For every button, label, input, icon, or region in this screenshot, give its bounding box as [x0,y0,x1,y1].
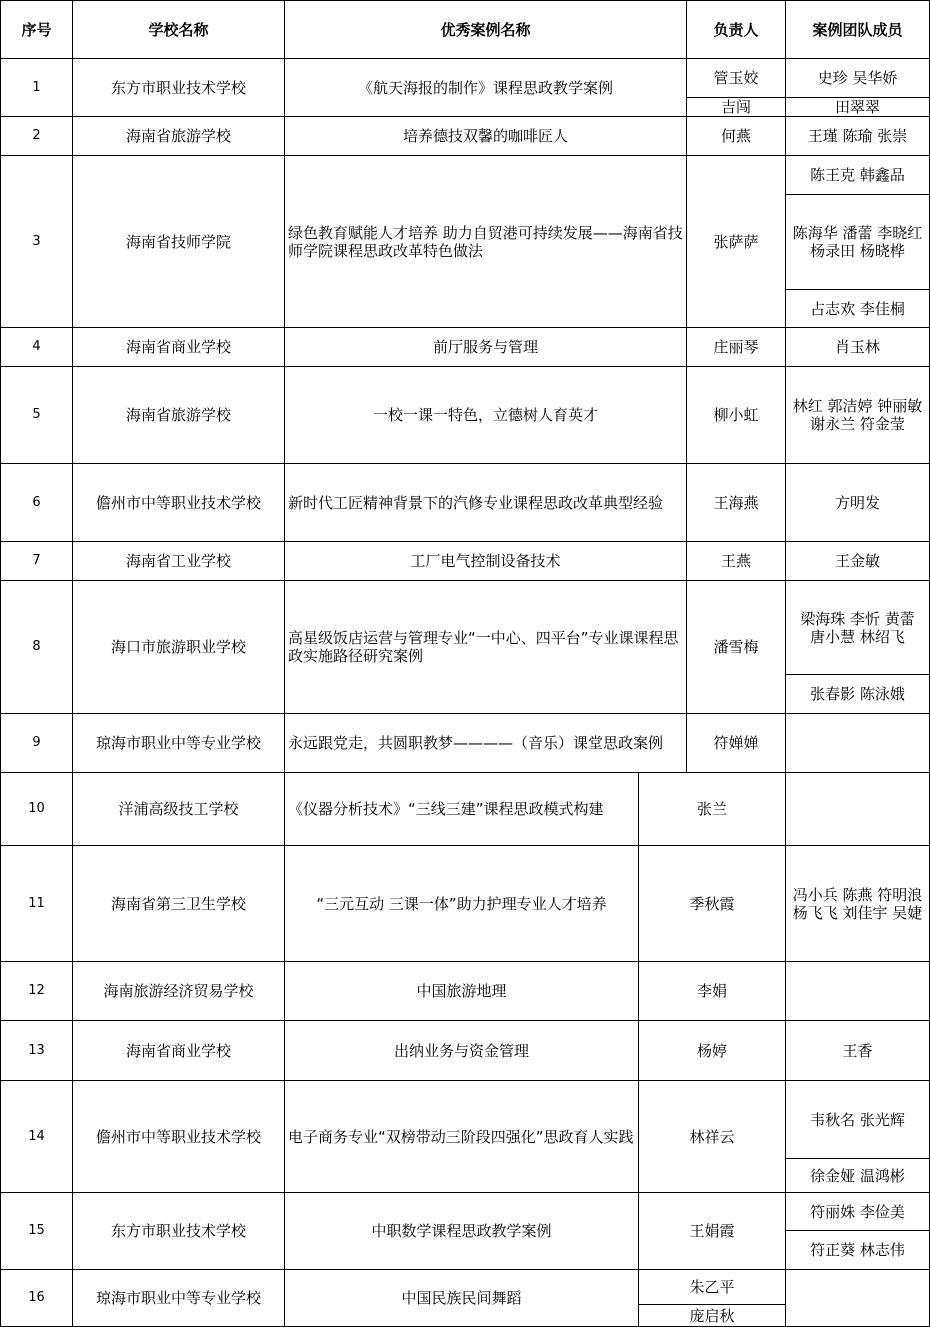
row-leader: 张兰 [696,800,727,818]
grid-line [284,772,285,1327]
row-leader: 柳小虹 [713,406,759,424]
row-case-name: “三元互动 三课一体”助力护理专业人才培养 [316,894,607,913]
grid-line [0,961,930,962]
row-case-name: 绿色教育赋能人才培养 助力自贸港可持续发展——海南省技师学院课程思政改革特色做法 [288,223,683,260]
grid-line [0,116,930,117]
row-school-name: 海南省旅游学校 [125,406,231,424]
row-case-name: 中国民族民间舞蹈 [401,1289,522,1307]
grid-line [785,1230,929,1231]
row-seq: 10 [28,801,45,816]
grid-line [785,1158,929,1159]
row-case-name: 永远跟党走，共圆职教梦————（音乐）课堂思政案例 [288,734,664,752]
row-team-members: 符正葵 林志伟 [810,1241,905,1259]
grid-line [0,1192,930,1193]
row-team-members: 王金敏 [834,552,880,570]
grid-line [785,0,786,773]
row-case-name: 《航天海报的制作》课程思政教学案例 [357,78,613,97]
row-seq: 9 [32,735,41,750]
row-leader: 潘雪梅 [713,638,759,656]
row-leader: 管玉姣 [713,69,759,87]
row-team-members [786,714,929,772]
grid-line [0,713,930,714]
row-team-members: 徐金娅 温鸿彬 [810,1166,905,1185]
header-team-members: 案例团队成员 [812,20,903,39]
row-team-members: 方明发 [834,493,880,512]
row-team-members [786,962,929,1020]
row-seq: 2 [32,128,41,143]
grid-line [0,772,930,773]
row-school-name: 东方市职业技术学校 [110,1222,246,1240]
row-team-members: 韦秋名 张光辉 [810,1110,905,1129]
row-case-name: 前厅服务与管理 [432,338,538,356]
row-seq: 15 [28,1223,45,1238]
row-team-members: 田翠翠 [834,98,880,116]
row-leader: 张萨萨 [713,232,759,251]
row-case-name: 新时代工匠精神背景下的汽修专业课程思政改革典型经验 [288,493,664,512]
row-leader: 庞启秋 [689,1306,735,1325]
row-school-name: 儋州市中等职业技术学校 [95,1127,261,1146]
grid-line [0,58,930,59]
row-case-name: 电子商务专业“双榜带动三阶段四强化”思政育人实践 [288,1127,634,1146]
grid-line [0,0,1,773]
row-school-name: 海南省商业学校 [125,338,231,356]
grid-line [785,97,929,98]
row-team-members: 史珍 吴华娇 [817,69,898,87]
row-team-members: 占志欢 李佳桐 [810,299,905,318]
grid-line [0,580,930,581]
grid-line [0,366,930,367]
row-seq: 4 [32,339,41,354]
row-seq: 5 [32,407,41,422]
grid-line [785,194,929,195]
grid-line [785,289,929,290]
row-team-members: 肖玉林 [834,338,880,356]
row-leader: 何燕 [720,127,751,145]
row-team-members: 林红 郭洁婷 钟丽敏 谢永兰 符金莹 [792,397,923,433]
grid-line [0,772,1,1327]
row-school-name: 琼海市职业中等专业学校 [95,734,261,752]
header-leader: 负责人 [713,20,759,39]
row-seq: 6 [32,494,41,510]
grid-line [638,772,639,1327]
grid-line [0,0,930,1]
header-case-name: 优秀案例名称 [440,20,531,39]
row-seq: 8 [32,639,41,654]
row-team-members: 王瑾 陈瑜 张崇 [807,127,908,145]
row-case-name: 培养德技双馨的咖啡匠人 [402,127,568,145]
row-team-members: 梁海珠 李忻 黄蕾 唐小慧 林绍飞 [800,609,915,646]
row-team-members: 王香 [842,1041,873,1060]
row-team-members [786,773,929,845]
header-school-name: 学校名称 [148,20,209,39]
row-school-name: 海南旅游经济贸易学校 [103,982,254,1000]
grid-line [0,1269,930,1270]
grid-line [72,0,73,773]
grid-line [0,1020,930,1021]
row-leader: 王娟霞 [689,1222,735,1240]
grid-line [686,0,687,773]
row-school-name: 海南省商业学校 [125,1041,231,1060]
row-school-name: 海南省旅游学校 [125,127,231,145]
row-team-members: 张春影 陈泳娥 [810,685,905,703]
row-seq: 1 [32,79,41,95]
grid-line [0,327,930,328]
row-leader: 季秋霞 [689,894,735,913]
row-seq: 11 [28,895,45,911]
row-team-members: 冯小兵 陈燕 符明浪 杨飞飞 刘佳宇 吴婕 [792,885,923,922]
row-case-name: 工厂电气控制设备技术 [410,552,561,570]
row-leader: 王燕 [720,552,751,570]
row-school-name: 东方市职业技术学校 [110,78,246,97]
grid-line [284,0,285,773]
grid-line [72,772,73,1327]
row-case-name: 中国旅游地理 [416,982,507,1000]
row-seq: 3 [32,233,41,249]
grid-line [0,463,930,464]
row-leader: 朱乙平 [689,1278,735,1296]
row-case-name: 出纳业务与资金管理 [393,1041,529,1060]
row-leader: 林祥云 [689,1127,735,1146]
row-seq: 16 [28,1290,45,1305]
row-school-name: 海南省技师学院 [125,232,231,251]
row-school-name: 海南省工业学校 [125,552,231,570]
row-leader: 杨婷 [696,1041,727,1060]
row-school-name: 洋浦高级技工学校 [118,800,239,818]
row-seq: 7 [32,553,41,568]
row-seq: 14 [28,1128,45,1144]
grid-line [0,845,930,846]
row-leader: 王海燕 [713,493,759,512]
row-school-name: 儋州市中等职业技术学校 [95,493,261,512]
grid-line [0,541,930,542]
row-leader: 庄丽琴 [713,338,759,356]
grid-line [785,772,786,1327]
grid-line [0,1080,930,1081]
row-seq: 13 [28,1042,45,1058]
grid-line [0,155,930,156]
grid-line [686,97,785,98]
row-case-name: 中职数学课程思政教学案例 [371,1222,552,1240]
row-school-name: 海南省第三卫生学校 [110,894,246,913]
grid-line [785,674,929,675]
row-team-members: 陈王克 韩鑫品 [810,166,905,184]
row-school-name: 海口市旅游职业学校 [110,638,246,656]
row-school-name: 琼海市职业中等专业学校 [95,1289,261,1307]
row-case-name: 一校一课一特色，立德树人育英才 [372,406,598,424]
row-case-name: 高星级饭店运营与管理专业“一中心、四平台”专业课课程思政实施路径研究案例 [288,629,679,665]
grid-line [638,1304,785,1305]
row-team-members: 符丽姝 李俭美 [810,1202,905,1221]
row-leader: 李娟 [696,982,727,1000]
row-team-members [786,1270,929,1326]
header-seq: 序号 [21,20,52,39]
row-case-name: 《仪器分析技术》“三线三建”课程思政模式构建 [288,800,604,818]
row-team-members: 陈海华 潘蕾 李晓红 杨录田 杨晓桦 [792,224,923,260]
row-seq: 12 [28,983,45,998]
row-leader: 符婵婵 [713,734,759,752]
row-leader: 吉闯 [720,98,751,116]
